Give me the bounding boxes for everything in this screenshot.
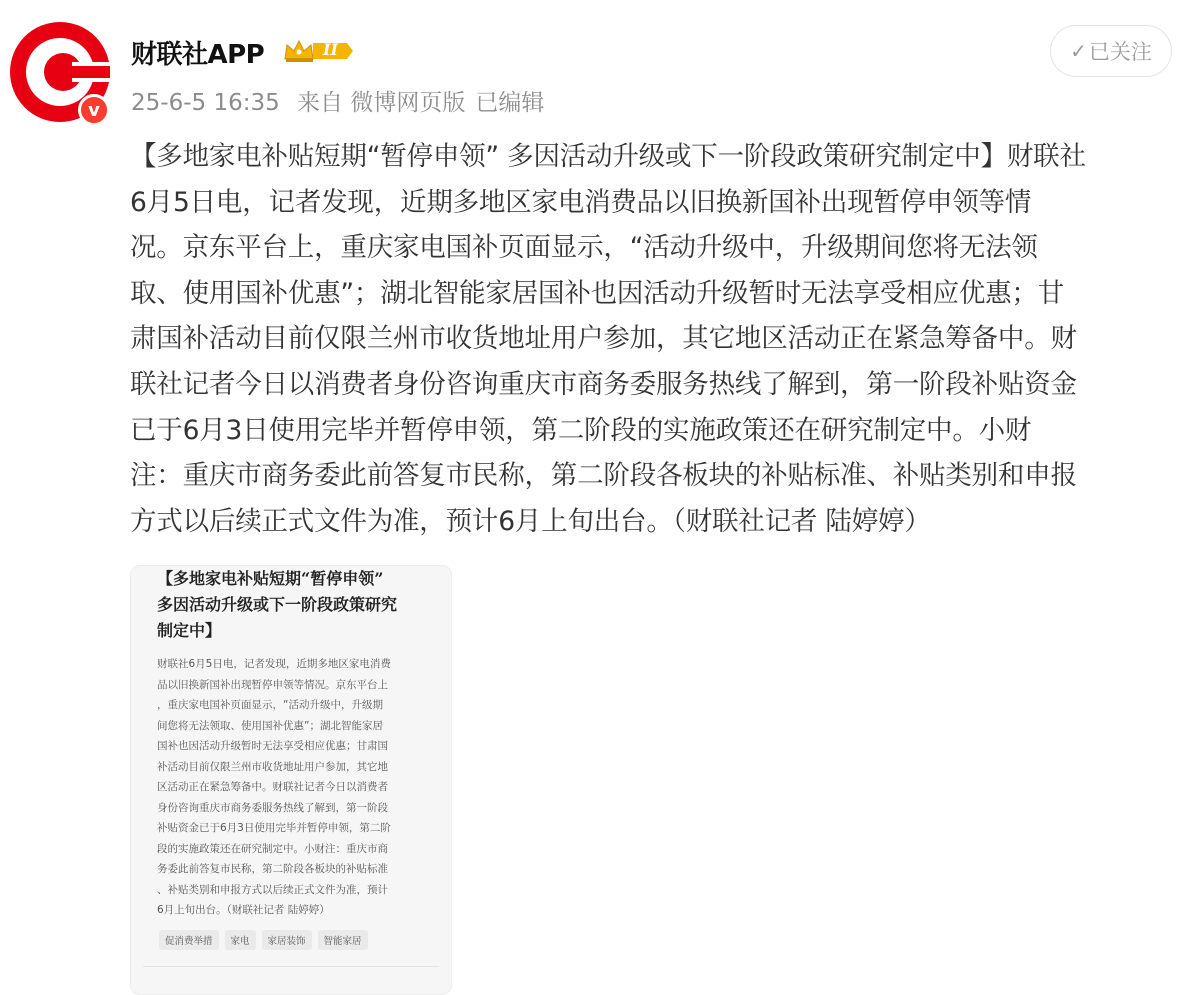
post-text-line: 【多地家电补贴短期“暂停申领” 多因活动升级或下一阶段政策研究制定中】财联社 bbox=[130, 141, 1086, 172]
post-source: 来自 微博网页版 bbox=[297, 90, 466, 116]
image-body-line: 国补也因活动升级暂时无法享受相应优惠；甘肃国 bbox=[157, 740, 388, 752]
image-title-line: 多因活动升级或下一阶段政策研究 bbox=[157, 595, 398, 614]
image-tag: 促消费举措 bbox=[159, 930, 219, 950]
divider bbox=[143, 966, 439, 967]
post-text bbox=[130, 134, 1175, 544]
vip-badge[interactable] bbox=[283, 37, 355, 65]
image-title-line: 【多地家电补贴短期“暂停申领” bbox=[157, 569, 384, 588]
image-tag: 智能家居 bbox=[318, 930, 368, 950]
post-text-line: 联社记者今日以消费者身份咨询重庆市商务委服务热线了解到，第一阶段补贴资金 bbox=[130, 368, 1077, 400]
edited-label[interactable]: 已编辑 bbox=[475, 90, 545, 116]
verified-badge: v bbox=[78, 94, 110, 126]
post-text-line: 6月5日电，记者发现，近期多地区家电消费品以旧换新国补出现暂停申领等情 bbox=[130, 186, 1032, 218]
image-body-line: 财联社6月5日电，记者发现，近期多地区家电消费 bbox=[157, 658, 391, 670]
image-body-line: 区活动正在紧急筹备中。财联社记者今日以消费者 bbox=[157, 781, 388, 793]
post-image[interactable] bbox=[130, 565, 452, 995]
vip-level: II bbox=[323, 40, 338, 59]
post-text-line: 肃国补活动目前仅限兰州市收货地址用户参加，其它地区活动正在紧急筹备中。财 bbox=[130, 323, 1077, 355]
post-meta bbox=[131, 84, 554, 117]
image-body-line: 段的实施政策还在研究制定中。小财注：重庆市商 bbox=[157, 842, 388, 855]
post-text-line: 取、使用国补优惠”；湖北智能家居国补也因活动升级暂时无法享受相应优惠；甘 bbox=[130, 277, 1065, 309]
image-title bbox=[157, 566, 437, 644]
image-tag: 家居装饰 bbox=[262, 930, 312, 950]
follow-button-label: 已关注 bbox=[1088, 40, 1152, 64]
image-body-line: 、补贴类别和申报方式以后续正式文件为准，预计 bbox=[157, 883, 388, 896]
image-tag: 家电 bbox=[225, 930, 256, 950]
crown-icon bbox=[283, 37, 355, 65]
image-body-line: 品以旧换新国补出现暂停申领等情况。京东平台上 bbox=[157, 678, 388, 691]
image-body-line: 间您将无法领取、使用国补优惠”；湖北智能家居 bbox=[157, 719, 383, 732]
follow-button[interactable] bbox=[1050, 25, 1172, 77]
image-tags bbox=[159, 930, 368, 950]
image-body-line: 补贴资金已于6月3日使用完毕并暂停申领，第二阶 bbox=[157, 822, 391, 834]
image-body-line: 补活动目前仅限兰州市收货地址用户参加，其它地 bbox=[157, 760, 388, 773]
image-body bbox=[157, 654, 437, 921]
post-text-line: 注：重庆市商务委此前答复市民称，第二阶段各板块的补贴标准、补贴类别和申报 bbox=[130, 460, 1077, 492]
post-text-line: 况。京东平台上，重庆家电国补页面显示，“活动升级中，升级期间您将无法领 bbox=[130, 232, 1038, 264]
post-timestamp[interactable]: 25-6-5 16:35 bbox=[131, 90, 280, 116]
image-body-line: 务委此前答复市民称，第二阶段各板块的补贴标准 bbox=[157, 863, 388, 875]
image-body-line: 6月上旬出台。（财联社记者 陆婷婷） bbox=[157, 904, 330, 916]
image-title-line: 制定中】 bbox=[157, 621, 222, 640]
post-text-line: 已于6月3日使用完毕并暂停申领，第二阶段的实施政策还在研究制定中。小财 bbox=[130, 414, 1032, 446]
check-icon: ✓ bbox=[1070, 39, 1087, 63]
image-body-line: ，重庆家电国补页面显示，“活动升级中，升级期 bbox=[157, 699, 383, 711]
post-text-line: 方式以后续正式文件为准，预计6月上旬出台。（财联社记者 陆婷婷） bbox=[130, 505, 931, 537]
user-name[interactable]: 财联社APP bbox=[131, 40, 265, 70]
image-body-line: 身份咨询重庆市商务委服务热线了解到，第一阶段 bbox=[157, 801, 388, 814]
